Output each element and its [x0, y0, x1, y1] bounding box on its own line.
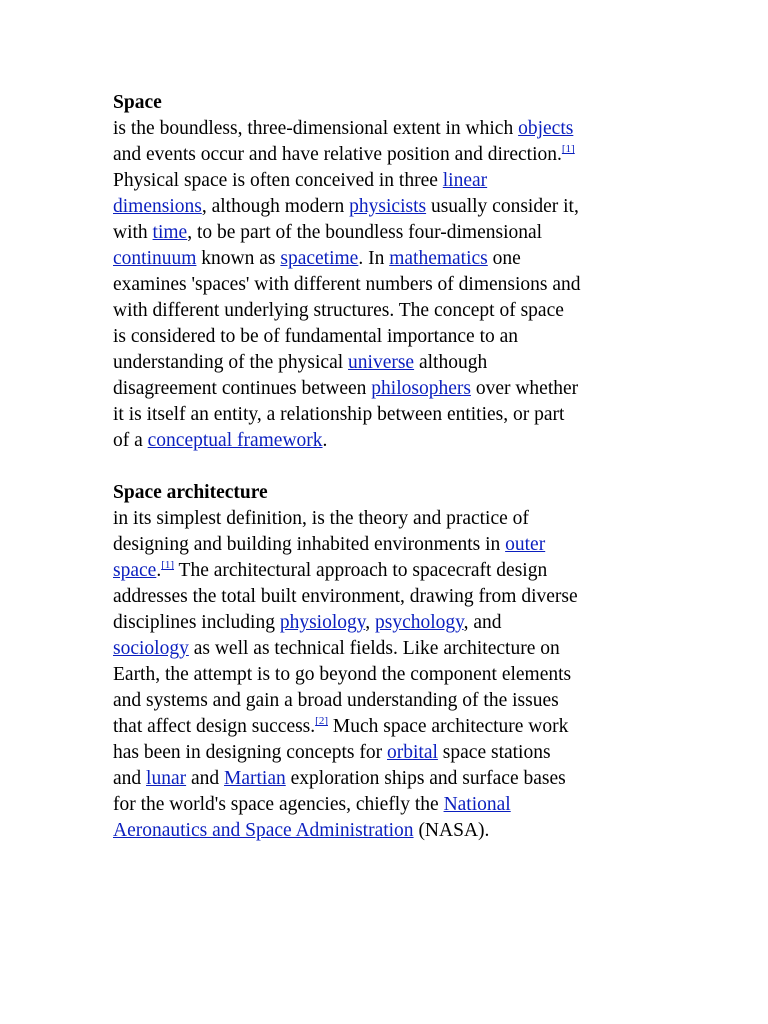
text-line: Aeronautics and Space Administration (NASA).	[113, 820, 490, 841]
paragraph-gap	[113, 454, 661, 480]
text-line: sociology as well as technical fields. Like architecture on	[113, 638, 560, 659]
text-line: dimensions, although modern physicists usually consider it,	[113, 196, 579, 217]
link-mathematics[interactable]: mathematics	[389, 248, 488, 269]
link-continuum[interactable]: continuum	[113, 248, 197, 269]
text-line: Physical space is often conceived in three linear	[113, 170, 488, 191]
text-line: that affect design success.[2] Much space architecture work	[113, 715, 569, 737]
text-line: understanding of the physical universe although	[113, 352, 488, 373]
text-line: with different underlying structures. The concept of space	[113, 300, 564, 321]
text-line: and events occur and have relative position and direction.[1]	[113, 143, 575, 165]
text-line: disagreement continues between philosophers over whether	[113, 378, 579, 399]
text-line: it is itself an entity, a relationship between entities, or part	[113, 404, 565, 425]
text-line: and lunar and Martian exploration ships and surface bases	[113, 768, 566, 789]
section-space	[113, 90, 661, 454]
link-martian[interactable]: Martian	[224, 768, 286, 789]
link-spacetime[interactable]: spacetime	[280, 248, 359, 269]
link-physicists[interactable]: physicists	[349, 196, 427, 217]
text-line: space.[1] The architectural approach to spacecraft design	[113, 559, 548, 581]
text-line: is the boundless, three-dimensional extent in which objects	[113, 118, 574, 139]
text-line: designing and building inhabited environments in outer	[113, 534, 546, 555]
link-conceptual-framework[interactable]: conceptual framework	[147, 430, 323, 451]
link-objects[interactable]: objects	[518, 118, 574, 139]
link-sociology[interactable]: sociology	[113, 638, 189, 659]
text-line: continuum known as spacetime. In mathematics one	[113, 248, 521, 269]
document-page	[113, 90, 661, 844]
link-nasa-continued[interactable]: Aeronautics and Space Administration	[113, 820, 414, 841]
citation-link-2[interactable]: [2]	[315, 715, 328, 727]
text-line: disciplines including physiology, psychology, and	[113, 612, 502, 633]
link-linear-dimensions[interactable]: linear	[442, 170, 488, 191]
section-body-space	[113, 116, 661, 454]
text-line: addresses the total built environment, drawing from diverse	[113, 586, 578, 607]
text-line: for the world's space agencies, chiefly the National	[113, 794, 511, 815]
link-psychology[interactable]: psychology	[375, 612, 464, 633]
citation-link-1[interactable]: [1]	[561, 143, 575, 155]
link-nasa[interactable]: National	[443, 794, 511, 815]
link-philosophers[interactable]: philosophers	[371, 378, 471, 399]
text-line: and systems and gain a broad understanding of the issues	[113, 690, 559, 711]
text-line: is considered to be of fundamental importance to an	[113, 326, 519, 347]
link-space[interactable]: space	[113, 560, 157, 581]
section-heading-space-architecture: Space architecture	[113, 482, 268, 503]
link-lunar[interactable]: lunar	[146, 768, 187, 789]
link-dimensions[interactable]: dimensions	[113, 196, 202, 217]
link-orbital[interactable]: orbital	[387, 742, 438, 763]
link-time[interactable]: time	[152, 222, 188, 243]
text-line: in its simplest definition, is the theory and practice of	[113, 508, 529, 529]
link-physiology[interactable]: physiology	[279, 612, 366, 633]
section-heading-space: Space	[113, 92, 162, 113]
text-line: of a conceptual framework.	[113, 430, 328, 451]
link-universe[interactable]: universe	[348, 352, 415, 373]
text-line: examines 'spaces' with different numbers of dimensions and	[113, 274, 581, 295]
text-line: Earth, the attempt is to go beyond the component elements	[113, 664, 572, 685]
text-line: has been in designing concepts for orbital space stations	[113, 742, 551, 763]
citation-link-1[interactable]: [1]	[161, 559, 175, 571]
section-body-space-architecture	[113, 506, 661, 844]
section-space-architecture	[113, 480, 661, 844]
link-outer-space[interactable]: outer	[505, 534, 546, 555]
text-line: with time, to be part of the boundless four-dimensional	[113, 222, 543, 243]
